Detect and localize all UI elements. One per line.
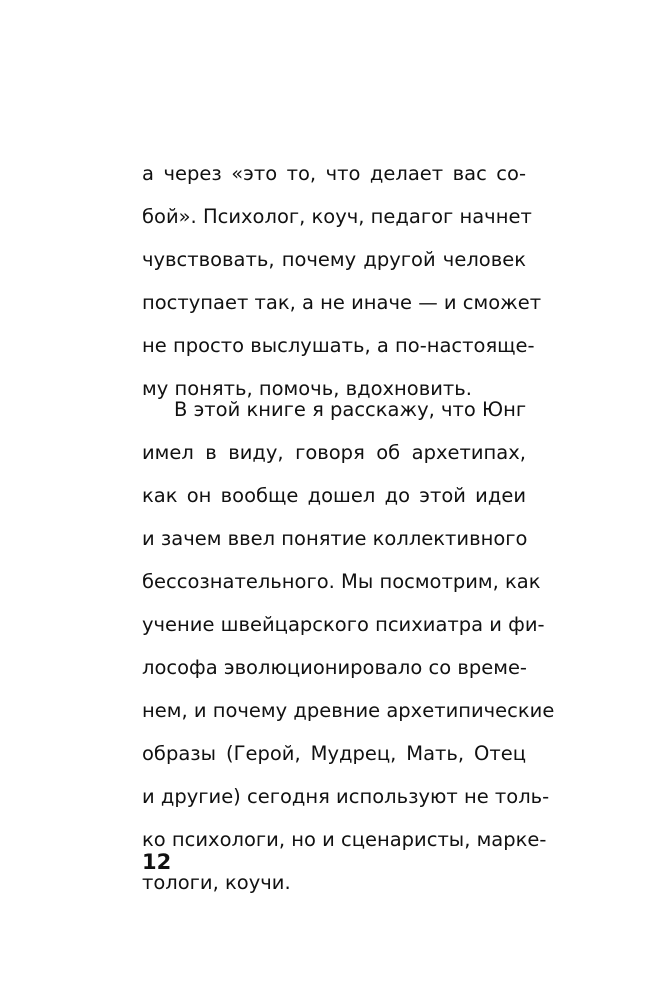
text-line: и другие) сегодня используют не толь- — [142, 785, 550, 808]
text-line: и зачем ввел понятие коллективного — [142, 527, 528, 550]
text-line: учение швейцарского психиатра и фи- — [142, 613, 545, 636]
text-line: поступает так, а не иначе — и сможет — [142, 291, 542, 314]
paragraph-1 — [142, 152, 542, 410]
text-line: чувствовать, почему другой человек — [142, 248, 526, 271]
text-line: как он вообще дошел до этой идеи — [142, 484, 526, 507]
text-line: лософа эволюционировало со време- — [142, 656, 527, 679]
text-line: тологи, коучи. — [142, 871, 291, 894]
text-line: имел в виду, говоря об архетипах, — [142, 441, 526, 464]
text-line: В этой книге я расскажу, что Юнг — [174, 398, 527, 421]
text-line: не просто выслушать, а по-настояще- — [142, 334, 535, 357]
text-line: нем, и почему древние архетипические — [142, 699, 555, 722]
text-line: му понять, помочь, вдохновить. — [142, 377, 472, 400]
text-line: а через «это то, что делает вас со- — [142, 162, 526, 185]
page-number: 12 — [142, 850, 172, 874]
paragraph-2 — [142, 388, 555, 904]
text-line: образы (Герой, Мудрец, Мать, Отец — [142, 742, 526, 765]
text-line: ко психологи, но и сценаристы, марке- — [142, 828, 547, 851]
text-line: бессознательного. Мы посмотрим, как — [142, 570, 541, 593]
text-line: бой». Психолог, коуч, педагог начнет — [142, 205, 532, 228]
